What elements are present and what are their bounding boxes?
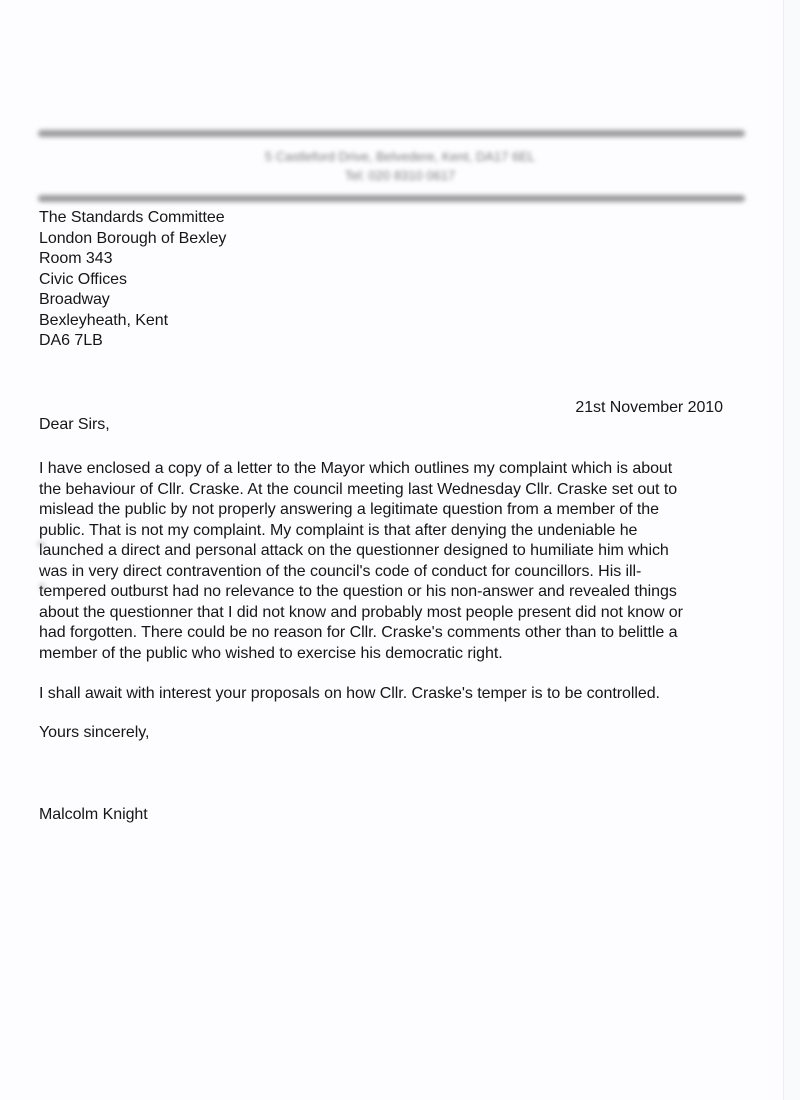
recipient-line: Civic Offices [39,270,127,288]
body-line: mislead the public by not properly answering a legitimate question from a member of the [39,501,659,518]
valediction: Yours sincerely, [39,724,150,741]
body-line: had forgotten. There could be no reason for Cllr. Craske's comments other than to belittle a [39,624,678,641]
letterhead-rule-bottom [38,195,745,202]
body-line: member of the public who wished to exercise his democratic right. [39,644,503,662]
recipient-line: Bexleyheath, Kent [39,311,169,329]
salutation: Dear Sirs, [39,416,110,433]
scan-smudge [135,688,143,694]
letterhead-telephone-redacted: Tel: 020 8310 0617 [344,168,456,183]
body-line: about the questionner that I did not know and probably most people present did not know or [39,603,683,621]
recipient-line: London Borough of Bexley [39,229,227,247]
recipient-line: Broadway [39,291,110,308]
scan-smudge [38,582,46,592]
scanner-bed-edge [784,0,800,1100]
body-line: public. That is not my complaint. My complaint is that after denying the undeniable he [39,521,638,539]
body-line: launched a direct and personal attack on the questionner designed to humiliate him which [39,542,669,559]
body-line: tempered outburst had no relevance to the question or his non-answer and revealed things [39,583,677,600]
body-line: the behaviour of Cllr. Craske. At the council meeting last Wednesday Cllr. Craske set out to [39,480,678,498]
body-paragraph-1 [39,459,683,664]
body-line: was in very direct contravention of the council's code of conduct for councillors. His ill- [39,562,642,580]
scan-smudge [36,540,46,548]
recipient-address-block [39,208,226,352]
letter-date: 21st November 2010 [575,399,723,416]
recipient-line: Room 343 [39,250,113,267]
recipient-line: The Standards Committee [39,209,225,226]
letterhead-rule-top [38,130,745,137]
letterhead-address-redacted: 5 Castleford Drive, Belvedere, Kent, DA17 6EL [264,149,536,164]
recipient-line: DA6 7LB [39,332,103,349]
body-paragraph-2: I shall await with interest your proposals on how Cllr. Craske's temper is to be controlled. [39,685,660,702]
body-line: I have enclosed a copy of a letter to the Mayor which outlines my complaint which is about [39,460,673,477]
signature-name: Malcolm Knight [39,806,148,823]
